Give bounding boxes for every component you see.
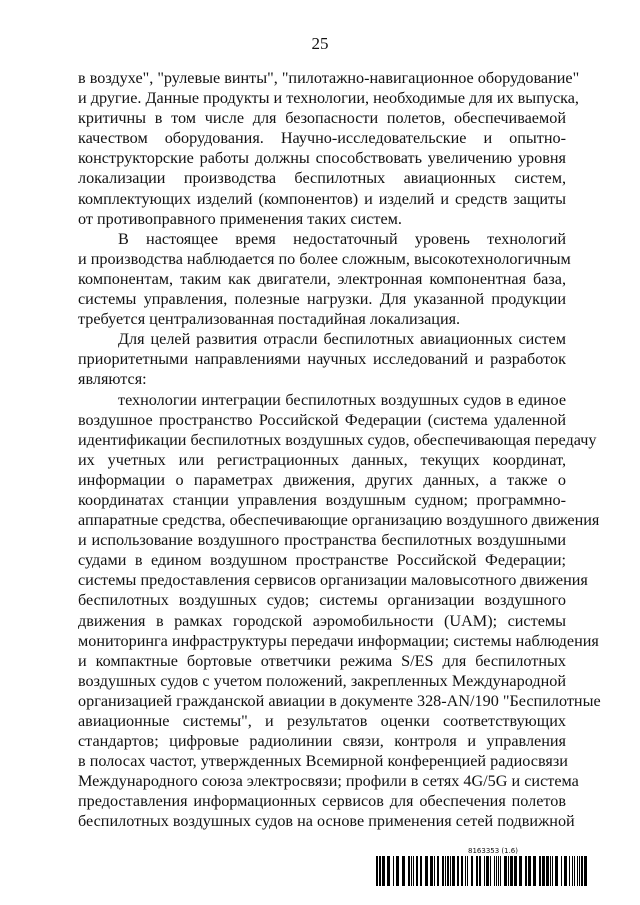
barcode-bar — [584, 856, 587, 886]
text-line: организацией гражданской авиации в документе 328-AN/190 "Беспилотные — [78, 691, 601, 710]
text-line: в полосах частот, утвержденных Всемирной конференцией радиосвязи — [78, 752, 568, 771]
text-line: технологии интеграции беспилотных воздушных судов в единое — [118, 390, 566, 409]
text-line: стандартов; цифровые радиолинии связи, контроля и управления — [78, 732, 566, 751]
text-line: беспилотных воздушных судов; системы организации воздушного — [78, 591, 566, 610]
text-line: критичны в том числе для безопасности полетов, обеспечиваемой — [78, 109, 566, 128]
text-line: Для целей развития отрасли беспилотных авиационных систем — [118, 330, 566, 349]
text-line: и компактные бортовые ответчики режима S/ES для беспилотных — [78, 651, 566, 670]
text-line: и производства наблюдается по более сложным, высокотехнологичным — [78, 249, 571, 268]
barcode — [376, 847, 590, 886]
paragraph — [78, 329, 566, 389]
text-line: воздушное пространство Российской Федерации (система удаленной — [78, 410, 566, 429]
text-line: и использование воздушного пространства беспилотных воздушными — [78, 531, 566, 550]
text-line: аппаратные средства, обеспечивающие организацию воздушного движения — [78, 511, 600, 530]
text-line: требуется централизованная постадийная локализация. — [78, 310, 461, 329]
text-line: конструкторские работы должны способствовать увеличению уровня — [78, 149, 566, 168]
text-line: мониторинга инфраструктуры передачи информации; системы наблюдения — [78, 631, 599, 650]
text-line: движения в рамках городской аэромобильности (UAM); системы — [78, 611, 566, 630]
text-line: воздушных судов с учетом положений, закрепленных Международной — [78, 671, 566, 690]
text-line: от противоправного применения таких систем. — [78, 209, 402, 228]
text-line: системы предоставления сервисов организации маловысотного движения — [78, 571, 588, 590]
text-line: судами в едином воздушном пространстве Российской Федерации; — [78, 551, 566, 570]
text-line: локализации производства беспилотных авиационных систем, — [78, 169, 566, 188]
text-line: В настоящее время недостаточный уровень технологий — [118, 229, 566, 248]
text-line: приоритетными направлениями научных исследований и разработок — [78, 350, 566, 369]
text-line: координатах станции управления воздушным судном; программно- — [78, 490, 566, 509]
text-line: их учетных или регистрационных данных, текущих координат, — [78, 450, 566, 469]
text-line: Международного союза электросвязи; профили в сетях 4G/5G и система — [78, 772, 579, 791]
barcode-number: 8163353 (1.6) — [468, 847, 518, 855]
text-line: системы управления, полезные нагрузки. Для указанной продукции — [78, 290, 566, 309]
text-line: и другие. Данные продукты и технологии, необходимые для их выпуска, — [78, 89, 579, 108]
text-line: комплектующих изделий (компонентов) и изделий и средств защиты — [78, 189, 566, 208]
paragraph — [78, 68, 580, 229]
document-body — [78, 68, 601, 832]
text-line: в воздухе", "рулевые винты", "пилотажно-навигационное оборудование" — [78, 69, 580, 87]
text-line: беспилотных воздушных судов на основе применения сетей подвижной — [78, 812, 575, 831]
text-line: качеством оборудования. Научно-исследовательские и опытно- — [78, 129, 566, 148]
page-number: 25 — [311, 34, 329, 53]
text-line: информации о параметрах движения, других данных, а также о — [78, 470, 566, 489]
text-line: предоставления информационных сервисов для обеспечения полетов — [78, 792, 566, 811]
text-line: компонентам, таким как двигатели, электронная компонентная база, — [78, 269, 566, 288]
text-line: являются: — [78, 370, 147, 389]
barcode-bars — [376, 856, 590, 886]
text-line: авиационные системы", и результатов оценки соответствующих — [78, 712, 566, 730]
text-line: идентификации беспилотных воздушных судов, обеспечивающая передачу — [78, 430, 597, 449]
paragraph — [78, 229, 571, 329]
paragraph — [78, 390, 601, 832]
